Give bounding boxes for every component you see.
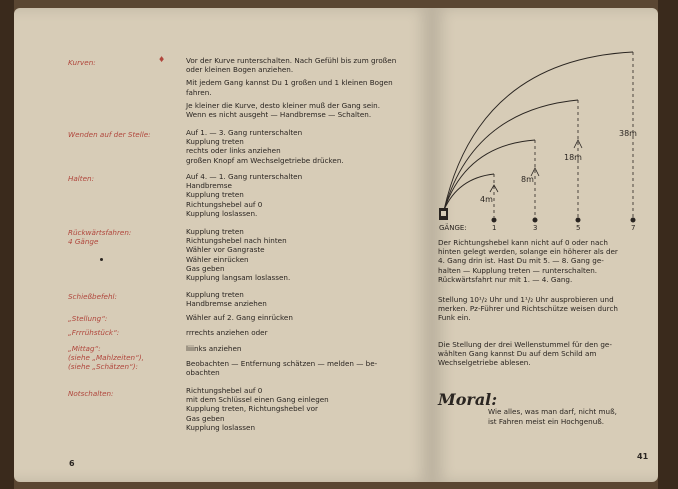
stellung-text: Wähler auf 2. Gang einrücken (186, 313, 293, 322)
halten-line: Richtungshebel auf 0 (186, 199, 263, 209)
rueck-line: Wähler vor Gangraste (186, 245, 265, 255)
left-page-number: 6 (69, 459, 75, 468)
tank-icon-window (441, 211, 446, 216)
beobachten-line: Beobachten — Entfernung schätzen — melden — be- (186, 359, 378, 368)
distance-18m: 18m (564, 153, 582, 162)
label-kurven: Kurven: (68, 58, 96, 67)
right-line: 4. Gang drin ist. Hast Du mit 5. — 8. Gang ge- (438, 256, 604, 266)
mittag-text: liiinks anziehen (186, 344, 242, 353)
moral-title: Moral: (438, 390, 498, 409)
label-notschalten: Notschalten: (68, 389, 114, 398)
gear-dot-1 (492, 218, 497, 223)
not-line: Gas geben (186, 413, 225, 423)
right-line: halten — Kupplung treten — runterschalten. (438, 265, 598, 275)
label-mittag: „Mittag“: (68, 344, 101, 353)
kurven-line: Je kleiner die Kurve, desto kleiner muß der Gang sein. (186, 100, 380, 110)
gear-dot-7 (631, 218, 636, 223)
right-line: Stellung 10¹/₂ Uhr und 1¹/₂ Uhr ausprobieren und (438, 295, 614, 304)
right-text-block-3 (438, 340, 612, 368)
gear-label-1: 1 (492, 224, 497, 232)
arc-38m (444, 52, 633, 210)
gear-dot-5 (576, 218, 581, 223)
book-edge-right (658, 0, 678, 489)
distance-8m: 8m (521, 175, 534, 184)
label-stellung: „Stellung“: (68, 314, 108, 323)
rueck-line: Wähler einrücken (186, 254, 249, 264)
schiess-block (186, 290, 267, 308)
rueck-line: Kupplung langsam loslassen. (186, 273, 291, 283)
not-block (186, 386, 329, 432)
gaenge-label: GÄNGE: (439, 224, 467, 232)
moral-text (488, 407, 617, 427)
beobachten-line: obachten (186, 368, 220, 378)
label-halten: Halten: (68, 174, 95, 183)
moral-line: Wie alles, was man darf, nicht muß, (488, 407, 617, 416)
label-mittag-mahlzeiten: (siehe „Mahlzeiten“), (68, 353, 144, 362)
moral-line: ist Fahren meist ein Hochgenuß. (488, 417, 605, 426)
frrr-text: rrrechts anziehen oder (186, 328, 268, 337)
rueck-line: Gas geben (186, 263, 225, 273)
book-edge-left (0, 0, 14, 489)
right-text-block-1 (438, 238, 618, 284)
gear-label-5: 5 (576, 224, 581, 232)
not-line: Kupplung loslassen (186, 422, 255, 432)
kurven-line: oder kleinen Bogen anziehen. (186, 65, 294, 75)
label-rueckwaerts-gaenge: 4 Gänge (68, 237, 99, 246)
wenden-line: großen Knopf am Wechselgetriebe drücken. (186, 155, 344, 165)
kurven-line: Wenn es nicht ausgeht — Handbremse — Schalten. (186, 110, 372, 120)
label-rueckwaerts: Rückwärtsfahren: (68, 228, 132, 237)
turning-radius-diagram (438, 40, 644, 235)
right-page-number: 41 (637, 452, 649, 461)
arc-18m (444, 100, 578, 210)
wenden-block (186, 128, 344, 165)
halten-line: Auf 4. — 1. Gang runterschalten (186, 172, 303, 181)
gear-label-3: 3 (533, 224, 538, 232)
right-line: Rückwärtsfahrt nur mit 1. — 4. Gang. (438, 274, 573, 284)
right-text-block-2 (438, 295, 618, 323)
red-marker: ♦ (158, 55, 166, 64)
distance-38m: 38m (619, 129, 637, 138)
wenden-line: Auf 1. — 3. Gang runterschalten (186, 128, 303, 137)
right-line: Der Richtungshebel kann nicht auf 0 oder nach (438, 238, 608, 247)
halten-line: Kupplung treten (186, 190, 244, 200)
not-line: Richtungshebel auf 0 (186, 386, 263, 395)
rueck-line: Richtungshebel nach hinten (186, 236, 287, 246)
gear-label-7: 7 (631, 224, 636, 232)
label-wenden: Wenden auf der Stelle: (68, 130, 151, 139)
right-line: Die Stellung der drei Wellenstummel für den ge- (438, 340, 612, 349)
kurven-line: Vor der Kurve runterschalten. Nach Gefühl bis zum großen (186, 56, 397, 65)
halten-line: Handbremse (186, 181, 232, 191)
right-line: merken. Pz-Führer und Richtschütze weisen durch (438, 304, 618, 314)
rueck-block (186, 227, 290, 282)
label-schiess: Schießbefehl: (68, 292, 117, 301)
rueck-line: Kupplung treten (186, 227, 244, 236)
schiess-line: Kupplung treten (186, 290, 244, 299)
halten-block (186, 172, 302, 218)
kurven-line: fahren. (186, 87, 212, 97)
label-frrruehstueck: „Frrrühstück“: (68, 328, 120, 337)
kurven-block (186, 56, 396, 119)
right-line: hinten gelegt werden, solange ein höherer als der (438, 247, 618, 257)
wenden-line: rechts oder links anziehen (186, 146, 281, 156)
not-line: Kupplung treten, Richtungshebel vor (186, 404, 318, 414)
distance-4m: 4m (480, 195, 493, 204)
right-line: wählten Gang kannst Du auf dem Schild am (438, 349, 597, 359)
small-dot (100, 258, 103, 261)
schiess-line: Handbremse anziehen (186, 299, 267, 309)
gear-dot-3 (533, 218, 538, 223)
wenden-line: Kupplung treten (186, 137, 244, 147)
right-line: Funk ein. (438, 313, 471, 323)
kurven-line: Mit jedem Gang kannst Du 1 großen und 1 kleinen Bogen (186, 78, 393, 88)
halten-line: Kupplung loslassen. (186, 208, 258, 218)
beobachten-block (186, 359, 377, 377)
not-line: mit dem Schlüssel einen Gang einlegen (186, 395, 329, 405)
label-mittag-schaetzen: (siehe „Schätzen“): (68, 362, 138, 371)
right-line: Wechselgetriebe ablesen. (438, 358, 531, 368)
